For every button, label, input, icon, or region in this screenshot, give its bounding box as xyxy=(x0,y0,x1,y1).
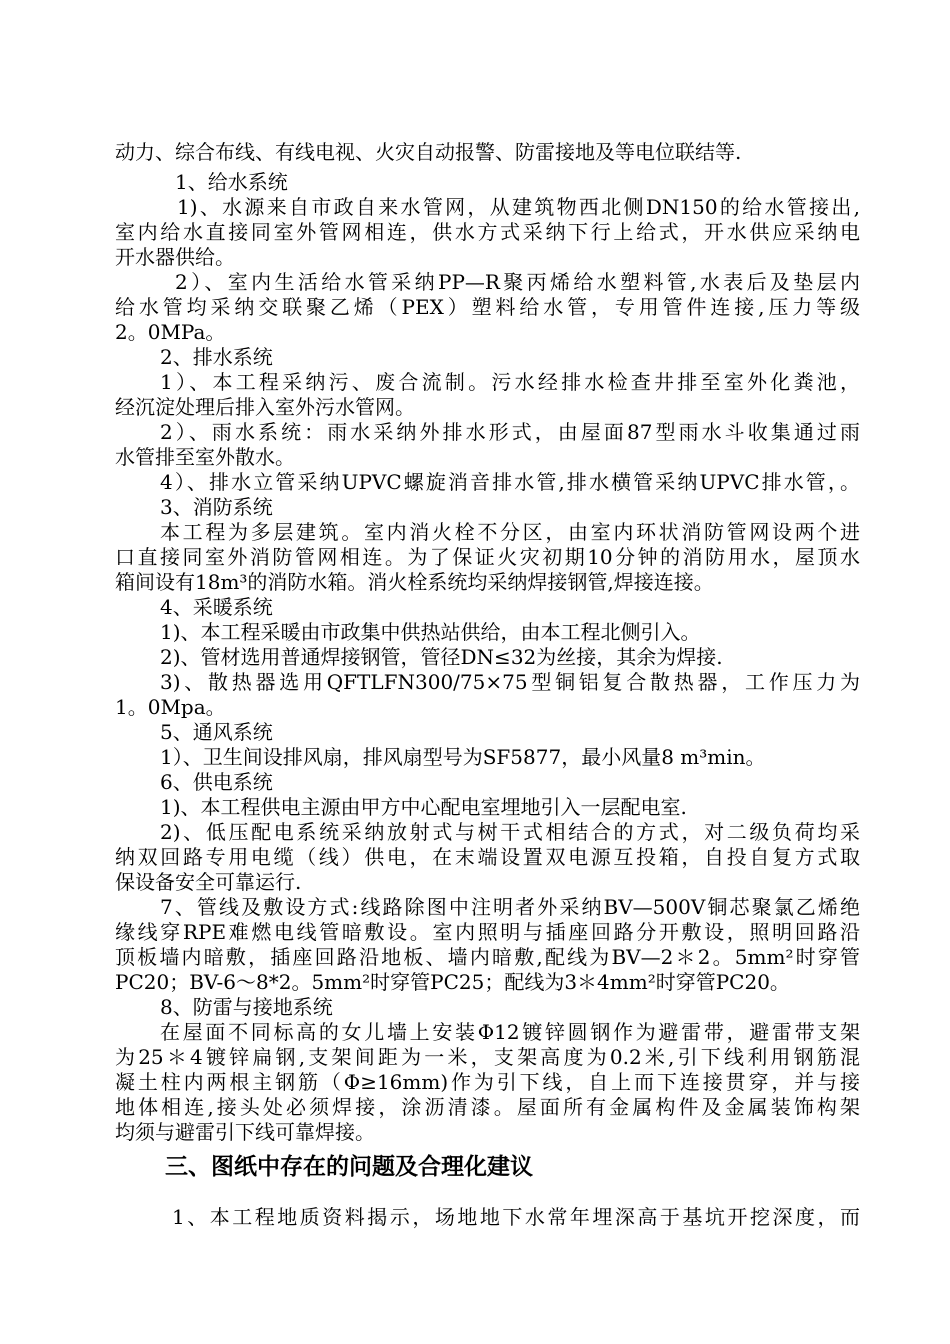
text-line: 均须与避雷引下线可靠焊接。 xyxy=(115,1120,375,1144)
text-line: 保设备安全可靠运行. xyxy=(115,870,302,894)
section-heading: 三、图纸中存在的问题及合理化建议 xyxy=(165,1154,533,1180)
text-line: 给水管均采纳交联聚乙烯（PEX）塑料给水管，专用管件连接,压力等级 xyxy=(115,295,860,319)
text-line: 顶板墙内暗敷，插座回路沿地板、墙内暗敷,配线为BV—2＊2。5mm²时穿管 xyxy=(115,945,860,969)
text-line: 8、防雷与接地系统 xyxy=(160,995,333,1019)
text-line: 1)、本工程采暖由市政集中供热站供给，由本工程北侧引入。 xyxy=(160,620,701,644)
text-line: 2、排水系统 xyxy=(160,345,273,369)
text-line: 5、通风系统 xyxy=(160,720,273,744)
text-line: 开水器供给。 xyxy=(115,245,235,269)
text-line: 口直接同室外消防管网相连。为了保证火灾初期10分钟的消防用水，屋顶水 xyxy=(115,545,860,569)
text-line: 2)、管材选用普通焊接钢管，管径DN≤32为丝接，其余为焊接. xyxy=(160,645,723,669)
text-line: 6、供电系统 xyxy=(160,770,273,794)
text-line: 2)、低压配电系统采纳放射式与树干式相结合的方式，对二级负荷均采 xyxy=(160,820,860,844)
text-line: 4、采暖系统 xyxy=(160,595,273,619)
text-line: 凝土柱内两根主钢筋（Φ≥16mm)作为引下线，自上而下连接贯穿，并与接 xyxy=(115,1070,860,1094)
text-line: 1）、本工程采纳污、废合流制。污水经排水检查井排至室外化粪池， xyxy=(160,370,860,394)
text-line: 为25＊4镀锌扁钢,支架间距为一米，支架高度为0.2米,引下线利用钢筋混 xyxy=(115,1045,860,1069)
text-line: 缘线穿RPE难燃电线管暗敷设。室内照明与插座回路分开敷设，照明回路沿 xyxy=(115,920,860,944)
text-line: 在屋面不同标高的女儿墙上安装Φ12镀锌圆钢作为避雷带，避雷带支架 xyxy=(160,1020,860,1044)
text-line: 室内给水直接同室外管网相连，供水方式采纳下行上给式，开水供应采纳电 xyxy=(115,220,860,244)
text-line: 3)、散热器选用QFTLFN300/75×75型铜铝复合散热器，工作压力为 xyxy=(160,670,860,694)
text-line: 水管排至室外散水。 xyxy=(115,445,295,469)
text-line: 1）、卫生间设排风扇，排风扇型号为SF5877，最小风量8 m³min。 xyxy=(160,745,766,769)
text-line: 本工程为多层建筑。室内消火栓不分区，由室内环状消防管网设两个进 xyxy=(160,520,860,544)
text-line: 4）、排水立管采纳UPVC螺旋消音排水管,排水横管采纳UPVC排水管，。 xyxy=(160,470,860,494)
text-line: PC20；BV-6～8*2。5mm²时穿管PC25；配线为3＊4mm²时穿管PC20。 xyxy=(115,970,790,994)
text-line: 2）、室内生活给水管采纳PP—R聚丙烯给水塑料管,水表后及垫层内 xyxy=(175,270,860,294)
text-line: 1)、本工程供电主源由甲方中心配电室埋地引入一层配电室. xyxy=(160,795,687,819)
text-line: 1)、水源来自市政自来水管网，从建筑物西北侧DN150的给水管接出, xyxy=(177,195,860,219)
text-line: 3、消防系统 xyxy=(160,495,273,519)
text-line: 箱间设有18m³的消防水箱。消火栓系统均采纳焊接钢管,焊接连接。 xyxy=(115,570,714,594)
text-line: 7、管线及敷设方式:线路除图中注明者外采纳BV—500V铜芯聚氯乙烯绝 xyxy=(160,895,860,919)
text-line: 1、给水系统 xyxy=(175,170,288,194)
text-line: 2。0MPa。 xyxy=(115,320,226,344)
text-line: 1。0Mpa。 xyxy=(115,695,226,719)
text-line: 动力、综合布线、有线电视、火灾自动报警、防雷接地及等电位联结等. xyxy=(115,140,742,164)
text-line: 纳双回路专用电缆（线）供电，在末端设置双电源互投箱，自投自复方式取 xyxy=(115,845,860,869)
closing-paragraph-line: 1、本工程地质资料揭示，场地地下水常年埋深高于基坑开挖深度，而 xyxy=(172,1205,860,1229)
text-line: 地体相连,接头处必须焊接，涂沥清漆。屋面所有金属构件及金属装饰构架 xyxy=(115,1095,860,1119)
text-line: 经沉淀处理后排入室外污水管网。 xyxy=(115,395,415,419)
text-line: 2）、雨水系统：雨水采纳外排水形式，由屋面87型雨水斗收集通过雨 xyxy=(160,420,860,444)
